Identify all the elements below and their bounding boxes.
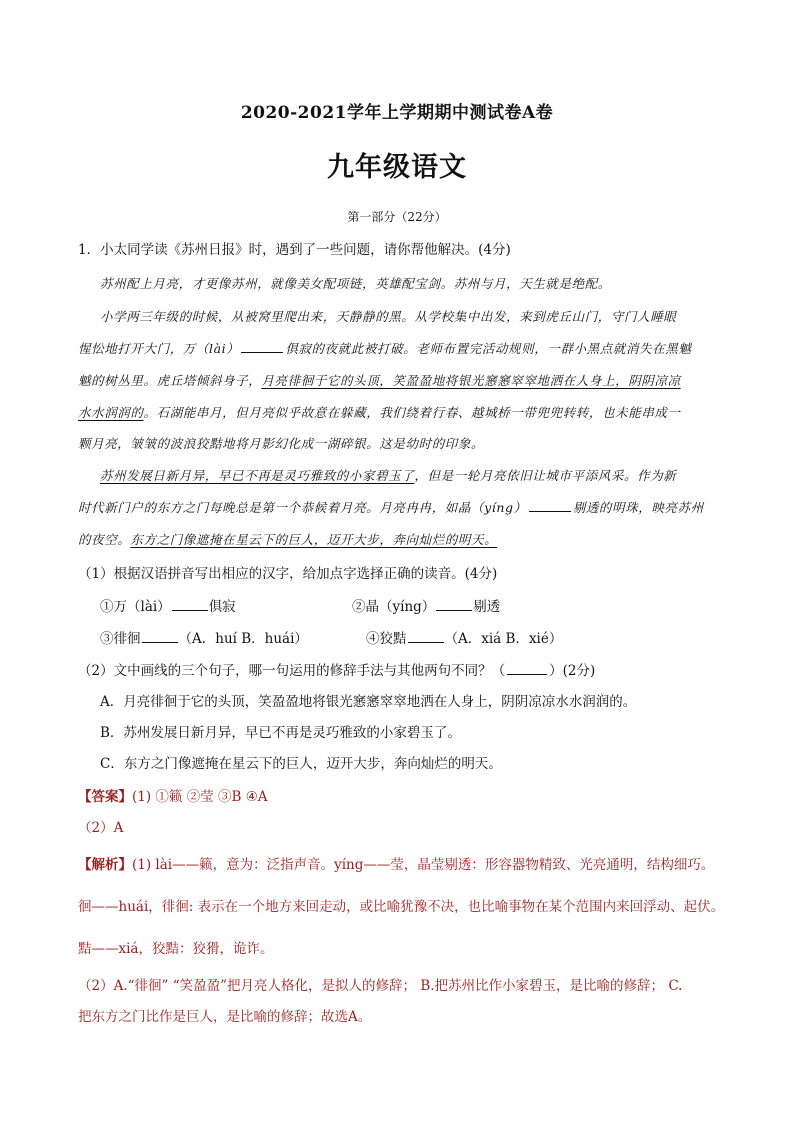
item-text: ②晶（yíng） (352, 599, 436, 615)
passage-line (78, 339, 691, 357)
answer-text: (1) ①籁 ②莹 ③B ④A (132, 789, 268, 805)
analysis-line: 把东方之门比作是巨人，是比喻的修辞；故选A。 (78, 1009, 372, 1025)
item-text: ④狡黠 (366, 631, 407, 647)
answer-tag: 【答案】 (78, 789, 132, 805)
passage-line (78, 371, 681, 389)
option-c: C．东方之门像遮掩在星云下的巨人，迈开大步，奔向灿烂的明天。 (100, 756, 502, 772)
analysis-tag: 【解析】 (78, 857, 132, 873)
answer-blank (507, 662, 547, 675)
passage-line: 颗月亮，皱皱的波浪狡黠地将月影幻化成一湖碎银。这是幼时的印象。 (78, 436, 485, 451)
item-options: （A．huí B．huái） (178, 631, 308, 647)
passage-line (78, 498, 704, 516)
passage-text: 剔透的明珠，映亮苏州 (572, 500, 704, 515)
underlined-sentence-b: 苏州发展日新月异，早已不再是灵巧雅致的小家碧玉了 (100, 468, 415, 483)
item-options: （A．xiá B．xié） (444, 631, 563, 647)
part-title: 第一部分（22分） (347, 210, 447, 224)
prompt-text: （2）文中画线的三个句子，哪一句运用的修辞手法与其他两句不同？（ (78, 663, 506, 679)
item-text: ①万（lài） (100, 599, 171, 615)
analysis-line: 徊——huái，徘徊: 表示在一个地方来回走动，或比喻犹豫不决，也比喻事物在某个范围内来回浮动、起伏。 (78, 899, 725, 915)
passage-text: 俱寂的夜就此被打破。老师布置完活动规则，一群小黑点就消失在黑魆 (285, 341, 692, 356)
passage-text: 的夜空。 (78, 532, 131, 547)
fill-blank (408, 630, 444, 643)
underlined-sentence-a-end: 水水润润的 (78, 405, 144, 420)
fill-blank (529, 499, 571, 512)
analysis-line: （2）A.“徘徊” “笑盈盈”把月亮人格化，是拟人的修辞； B.把苏州比作小家碧玉，是比喻的修辞； C. (78, 978, 683, 994)
item-text: 剔透 (473, 599, 501, 615)
sub-question-2-prompt (78, 659, 595, 679)
sub1-item-3 (100, 627, 308, 647)
analysis-text: (1) lài——籁，意为：泛指声音。yíng——莹，晶莹剔透：形容器物精致、光亮通明，结构细巧。 (132, 857, 715, 873)
subject-title: 九年级语文 (327, 152, 467, 183)
prompt-text: ）(2分) (549, 663, 596, 679)
option-b: B．苏州发展日新月异，早已不再是灵巧雅致的小家碧玉了。 (100, 725, 461, 741)
passage-text: ，但是一轮月亮依旧让城市平添风采。作为新 (414, 468, 677, 483)
passage-line (78, 403, 681, 421)
sub1-item-2 (352, 595, 500, 615)
passage-line (100, 466, 676, 484)
sub1-item-1 (100, 595, 236, 615)
answer-block (78, 785, 268, 805)
fill-blank (436, 598, 472, 611)
passage-text: 惺忪地打开大门，万（lài） (78, 341, 240, 356)
analysis-block (78, 853, 714, 873)
sub-question-1-prompt: （1）根据汉语拼音写出相应的汉字，给加点字选择正确的读音。(4分) (78, 566, 498, 582)
fill-blank (241, 340, 283, 353)
passage-text: 时代新门户的东方之门每晚总是第一个恭候着月亮。月亮冉冉，如晶（yíng） (78, 500, 527, 515)
passage-text: 魆的树丛里。虎丘塔倾斜身子， (78, 373, 262, 388)
analysis-line: 黠——xiá，狡黠：狡猾，诡诈。 (78, 941, 274, 957)
question-1-prompt: 1．小太同学读《苏州日报》时，遇到了一些问题，请你帮他解决。(4分) (78, 242, 511, 258)
option-a: A．月亮徘徊于它的头顶，笑盈盈地将银光窸窸窣窣地洒在人身上，阴阴凉凉水水润润的。 (100, 694, 637, 710)
sub1-item-4 (366, 627, 562, 647)
item-text: 俱寂 (208, 599, 236, 615)
underlined-sentence-a: 月亮徘徊于它的头顶，笑盈盈地将银光窸窸窣窣地洒在人身上，阴阴凉凉 (261, 373, 681, 388)
passage-line: 小学两三年级的时候，从被窝里爬出来，天静静的黑。从学校集中出发，来到虎丘山门，守门人睡眼 (100, 309, 677, 324)
passage-paragraph-1: 苏州配上月亮，才更像苏州，就像美女配项链，英雄配宝剑。苏州与月，天生就是绝配。 (100, 276, 611, 291)
underlined-sentence-c: 东方之门像遮掩在星云下的巨人，迈开大步，奔向灿烂的明天。 (130, 532, 498, 547)
passage-text: 。石湖能串月，但月亮似乎故意在躲藏，我们绕着行春、越城桥一带兜兜转转，也未能串成一 (143, 405, 681, 420)
answer-line-2: （2）A (78, 820, 124, 836)
exam-title: 2020-2021学年上学期期中测试卷A卷 (240, 103, 554, 123)
item-text: ③徘徊 (100, 631, 141, 647)
fill-blank (172, 598, 208, 611)
fill-blank (142, 630, 178, 643)
passage-line (78, 530, 497, 548)
